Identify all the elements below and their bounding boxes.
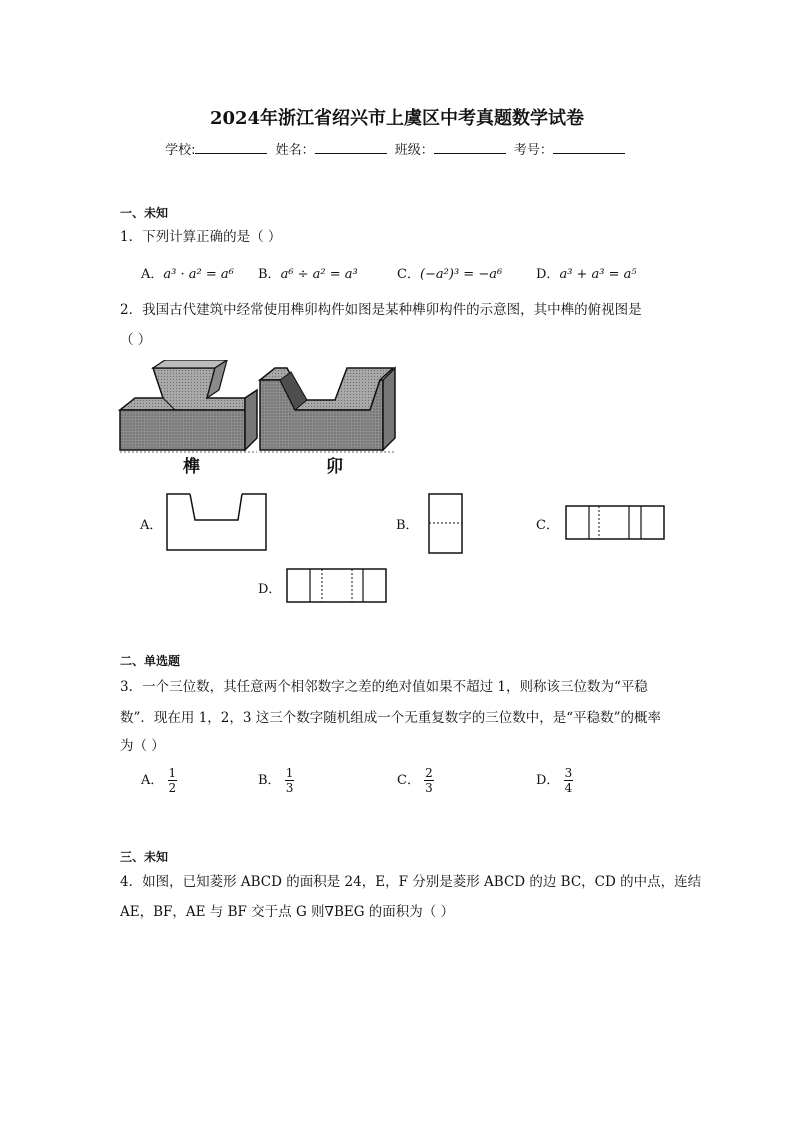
q1-option-a[interactable]: A．a³ · a² = a⁶ [141,267,234,282]
exam-title: 2024年浙江省绍兴市上虞区中考真题数学试卷 [209,108,585,129]
q2-option-d-label[interactable]: D． [258,582,282,597]
question-3-line1: 3．一个三位数，其任意两个相邻数字之差的绝对值如果不超过 1，则称该三位数为“平稳 [120,679,648,695]
school-label: 学校: [165,143,196,158]
fraction: $\frac{2}{3}$ [425,766,433,795]
question-2-stem-line1: 2．我国古代建筑中经常使用榫卯构件如图是某种榫卯构件的示意图，其中榫的俯视图是 [120,302,642,318]
q2-option-a-figure[interactable] [165,492,269,552]
mortise-label: 卯 [326,457,343,477]
question-4-line2: AE，BF，AE 与 BF 交于点 G 则∇BEG 的面积为（ ） [120,904,455,920]
school-blank[interactable] [195,141,267,154]
q3-option-a[interactable]: A． $\frac{1}{2}$ [141,766,177,795]
name-blank[interactable] [315,141,387,154]
question-3-line2: 数”．现在用 1，2，3 这三个数字随机组成一个无重复数字的三位数中，是“平稳数”的概率 [120,710,662,726]
question-2-stem-line2: （ ） [120,332,152,348]
q1-option-c[interactable]: C．(−a²)³ = −a⁶ [397,267,503,282]
fraction: $\frac{3}{4}$ [564,766,573,795]
section-heading-1: 一、未知 [120,206,169,220]
question-4-line1: 4．如图，已知菱形 ABCD 的面积是 24，E，F 分别是菱形 ABCD 的边 BC，CD 的中点，连结 [120,874,702,890]
name-label: 姓名： [275,143,315,158]
tenon-label: 榫 [183,457,200,477]
class-label: 班级： [394,143,434,158]
question-3-line3: 为（ ） [120,738,165,754]
section-heading-2: 二、单选题 [120,654,181,668]
class-blank[interactable] [434,141,506,154]
q2-option-b-label[interactable]: B． [396,518,419,533]
q2-option-b-figure[interactable] [428,493,464,555]
q3-option-c[interactable]: C． $\frac{2}{3}$ [397,766,433,795]
question-1-stem: 1．下列计算正确的是（ ） [120,229,282,245]
mortise-block [260,368,395,450]
q1-option-b[interactable]: B．a⁶ ÷ a² = a³ [258,267,358,282]
q2-option-a-label[interactable]: A． [140,518,163,533]
exam-number-label: 考号： [513,143,553,158]
q2-option-c-figure[interactable] [565,505,666,541]
tenon-block [120,360,257,450]
q1-option-d[interactable]: D．a³ + a³ = a⁵ [536,267,637,282]
q2-option-d-figure[interactable] [286,568,388,604]
q3-option-d[interactable]: D． $\frac{3}{4}$ [536,766,573,795]
exam-number-blank[interactable] [553,141,625,154]
mortise-tenon-figure [115,360,415,480]
fraction: $\frac{1}{2}$ [168,766,177,795]
q3-option-b[interactable]: B． $\frac{1}{3}$ [258,766,294,795]
student-info-line [0,139,794,158]
fraction: $\frac{1}{3}$ [285,766,294,795]
q2-option-c-label[interactable]: C． [536,518,559,533]
section-heading-3: 三、未知 [120,850,169,864]
